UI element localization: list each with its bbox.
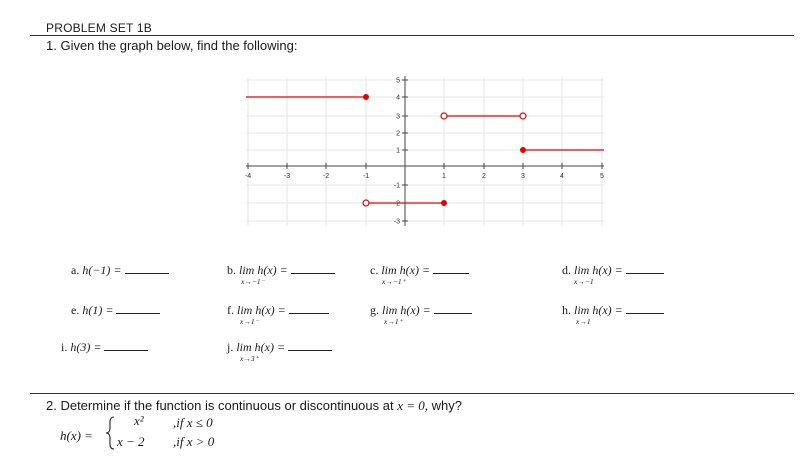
question-i: i. h(3) = <box>61 340 148 355</box>
open-point-at-1 <box>441 113 447 119</box>
problem-2-prompt: 2. Determine if the function is continuous or discontinuous at x = 0, why? <box>46 398 462 413</box>
y-tick-label: 3 <box>396 113 400 121</box>
question-g-sub: x→1⁺ <box>384 317 403 326</box>
left-brace <box>104 415 116 451</box>
question-d: d. lim h(x) = <box>562 263 664 278</box>
case-1-condition: ,if x ≤ 0 <box>173 415 213 430</box>
section-divider <box>30 393 794 394</box>
question-g: g. lim h(x) = <box>370 303 472 318</box>
y-tick-label: 2 <box>396 130 400 138</box>
question-e: e. h(1) = <box>71 303 160 318</box>
x-tick-label: -1 <box>362 173 370 180</box>
question-b-sub: x→−1⁻ <box>241 277 265 286</box>
x-tick-label: 5 <box>600 173 604 180</box>
question-f: f. lim h(x) = <box>227 303 329 318</box>
question-h: h. lim h(x) = <box>562 303 664 318</box>
header-divider <box>30 35 794 36</box>
piecewise-graph <box>230 72 610 227</box>
question-d-sub: x→−1 <box>574 277 594 286</box>
y-tick-label: -1 <box>393 182 400 190</box>
problem-set-title: PROBLEM SET 1B <box>46 21 152 35</box>
x-tick-label: -3 <box>283 173 291 180</box>
closed-point-at-3 <box>520 147 526 153</box>
question-c-sub: x→−1⁺ <box>382 277 406 286</box>
case-2-condition: ,if x > 0 <box>173 434 215 449</box>
graph-grid <box>246 78 604 226</box>
open-point-at-minus1 <box>363 200 369 206</box>
question-f-sub: x→1⁻ <box>240 317 259 326</box>
x-tick-label: 2 <box>482 173 486 180</box>
y-tick-label: -2 <box>393 200 400 208</box>
problem-1-prompt: 1. Given the graph below, find the following: <box>46 38 298 53</box>
y-tick-label: -3 <box>393 218 400 226</box>
closed-point-at-1 <box>441 200 447 206</box>
x-tick-label: -2 <box>322 173 330 180</box>
closed-point-at-minus1 <box>363 94 369 100</box>
y-tick-label: 5 <box>396 77 400 85</box>
x-tick-label: 4 <box>560 173 564 180</box>
question-j: j. lim h(x) = <box>227 340 332 355</box>
question-a: a. h(−1) = <box>71 263 169 278</box>
x-tick-label: 3 <box>521 173 525 180</box>
case-1-expr: x² <box>134 413 144 428</box>
function-name: h(x) = <box>60 428 93 443</box>
question-c: c. lim h(x) = <box>370 263 469 278</box>
question-b: b. lim h(x) = <box>227 263 335 278</box>
y-tick-label: 1 <box>396 147 400 155</box>
question-j-sub: x→3⁺ <box>240 354 259 363</box>
y-tick-label: 4 <box>396 94 400 102</box>
open-point-at-3 <box>520 113 526 119</box>
question-h-sub: x→1 <box>576 317 591 326</box>
x-tick-label: -4 <box>244 173 252 180</box>
case-2-expr: x − 2 <box>117 434 145 449</box>
x-tick-label: 1 <box>442 173 446 180</box>
